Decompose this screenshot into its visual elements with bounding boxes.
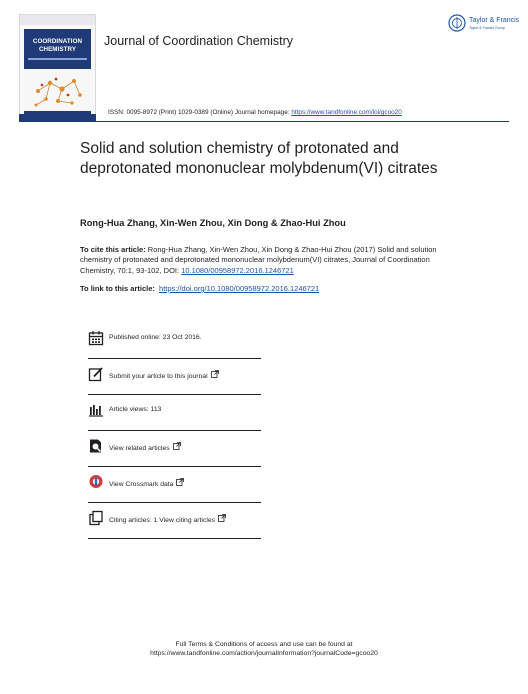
citation-block	[80, 245, 465, 276]
publisher-logo	[448, 14, 518, 40]
citing-articles-label: Citing articles: 1 View citing articles	[109, 517, 216, 524]
molecule-illustration	[28, 71, 88, 109]
search-document-icon	[88, 438, 104, 454]
article-doi-link[interactable]: https://doi.org/10.1080/00958972.2016.1246721	[159, 284, 320, 293]
citing-articles-row[interactable]	[88, 503, 261, 539]
external-link-icon	[218, 514, 226, 522]
submit-article-row[interactable]	[88, 359, 261, 395]
publisher-name: Taylor & Francis	[469, 17, 520, 24]
article-views-label: Article views: 113	[109, 406, 162, 413]
external-link-icon	[211, 370, 219, 378]
footer	[0, 640, 528, 658]
cover-strip	[28, 58, 87, 60]
citation-text: Rong-Hua Zhang, Xin-Wen Zhou, Xin Dong & Zhao-Hui Zhou (2017) Solid and solution chemistry of protonated and deprotonated mononuclear molybdenum(VI) citrates, Journal of Coordination Chemistry, 70:1, 93-102, DOI:	[80, 245, 437, 275]
citation-label: To cite this article:	[80, 245, 146, 254]
issn-text: ISSN: 0095-8972 (Print) 1029-0389 (Online) Journal homepage:	[108, 109, 292, 116]
external-link-icon	[173, 442, 181, 450]
citation-doi-link[interactable]: 10.1080/00958972.2016.1246721	[181, 265, 294, 275]
related-articles-row[interactable]	[88, 431, 261, 467]
copy-icon	[88, 510, 104, 526]
journal-homepage-link[interactable]: https://www.tandfonline.com/loi/gcoo20	[291, 109, 402, 116]
related-articles-label: View related articles	[109, 445, 170, 452]
article-authors: Rong-Hua Zhang, Xin-Wen Zhou, Xin Dong & Zhao-Hui Zhou	[80, 218, 346, 228]
article-views-row	[88, 395, 261, 431]
row-divider	[88, 538, 261, 539]
edit-icon	[88, 366, 104, 382]
publisher-subtitle: Taylor & Francis Group	[469, 26, 505, 30]
submit-article-link[interactable]	[109, 370, 219, 380]
crossmark-row[interactable]	[88, 467, 261, 503]
cover-title-line1: COORDINATION	[32, 38, 83, 45]
journal-title[interactable]: Journal of Coordination Chemistry	[104, 34, 293, 48]
journal-cover-image	[19, 14, 96, 119]
publisher-logo-icon	[448, 14, 466, 32]
bar-chart-icon	[88, 402, 104, 418]
cover-title-band	[24, 29, 91, 69]
crossmark-icon	[88, 474, 104, 490]
crossmark-link[interactable]	[109, 478, 184, 488]
link-label: To link to this article:	[80, 284, 155, 293]
citing-articles-link[interactable]	[109, 514, 226, 524]
article-title: Solid and solution chemistry of protonated and deprotonated mononuclear molybdenum(VI) citrates	[80, 140, 438, 177]
cover-top-band	[20, 15, 95, 25]
calendar-icon	[88, 330, 104, 346]
footer-terms-text: Full Terms & Conditions of access and use can be found at	[175, 641, 353, 648]
article-link-line	[80, 284, 319, 293]
external-link-icon	[176, 478, 184, 486]
issn-line	[108, 109, 402, 116]
published-online-label: Published online: 23 Oct 2016.	[109, 334, 202, 341]
published-online-row	[88, 323, 261, 359]
footer-terms-link[interactable]: https://www.tandfonline.com/action/journalInformation?journalCode=gcoo20	[150, 650, 378, 657]
header-rule	[19, 121, 509, 122]
submit-article-label: Submit your article to this journal	[109, 373, 208, 380]
related-articles-link[interactable]	[109, 442, 181, 452]
cover-title-line2: CHEMISTRY	[38, 46, 77, 53]
crossmark-label: View Crossmark data	[109, 481, 174, 488]
